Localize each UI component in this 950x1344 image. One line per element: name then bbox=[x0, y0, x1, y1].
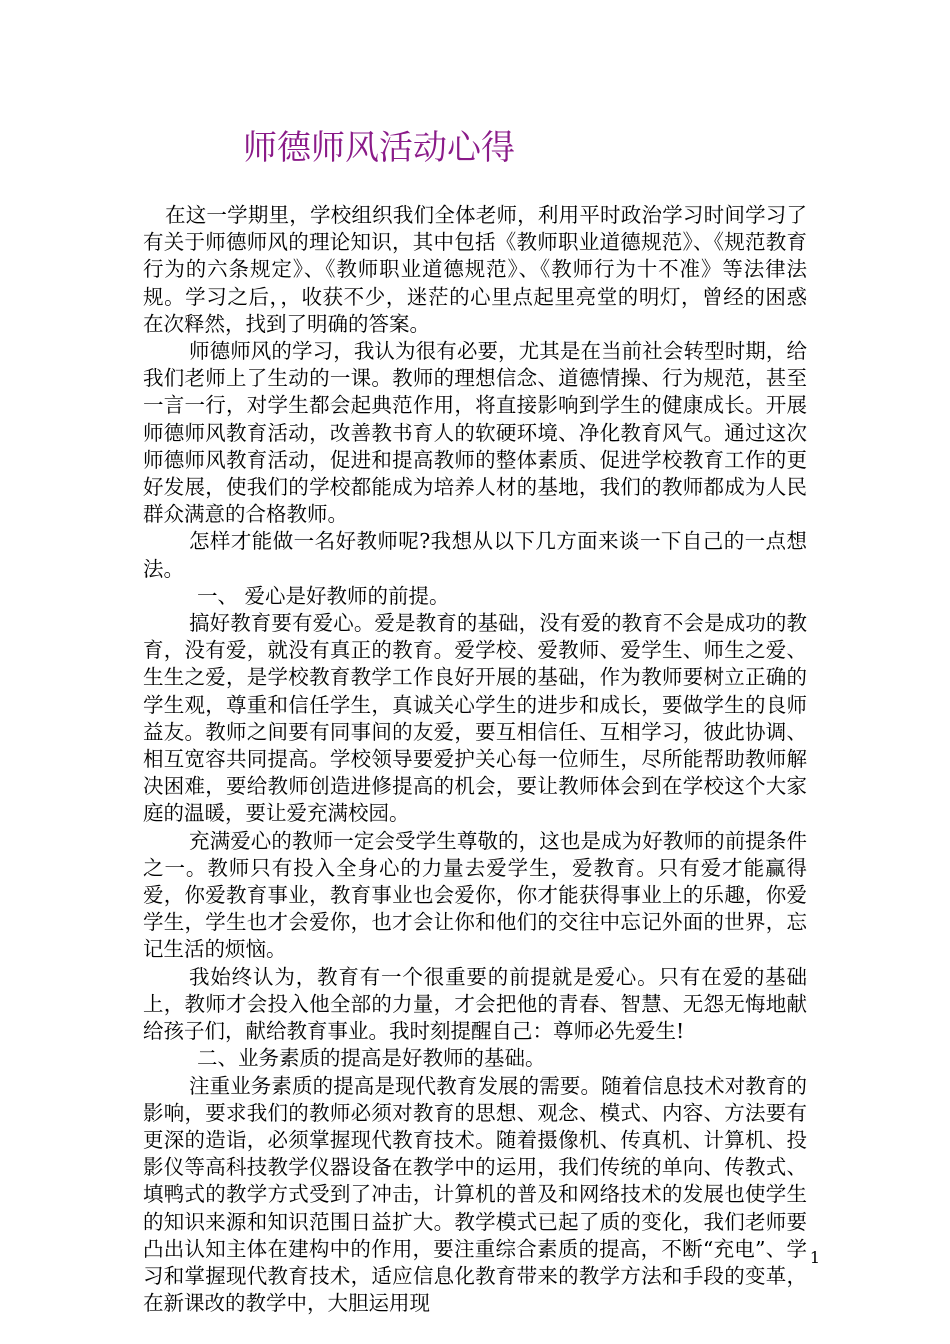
paragraph: 注重业务素质的提高是现代教育发展的需要。随着信息技术对教育的影响，要求我们的教师必须对教育的思想、观念、模式、内容、方法要有更深的造诣，必须掌握现代教育技术。随着摄像机、传真机、计算机、投影仪等高科技教学仪器设备在教学中的运用，我们传统的单向、传教式、填鸭式的教学方式受到了冲击，计算机的普及和网络技术的发展也使学生的知识来源和知识范围日益扩大。教学模式已起了质的变化，我们老师要凸出认知主体在建构中的作用，要注重综合素质的提高，不断“充电”、学习和掌握现代教育技术，适应信息化教育带来的教学方法和手段的变革，在新课改的教学中，大胆运用现 bbox=[143, 1073, 807, 1316]
paragraph: 搞好教育要有爱心。爱是教育的基础，没有爱的教育不会是成功的教育，没有爱，就没有真正的教育。爱学校、爱教师、爱学生、师生之爱、生生之爱，是学校教育教学工作良好开展的基础，作为教师要树立正确的学生观，尊重和信任学生，真诚关心学生的进步和成长，要做学生的良师益友。教师之间要有同事间的友爱，要互相信任、互相学习，彼此协调、相互宽容共同提高。学校领导要爱护关心每一位师生，尽所能帮助教师解决困难，要给教师创造进修提高的机会，要让教师体会到在学校这个大家庭的温暖，要让爱充满校园。 bbox=[143, 611, 807, 826]
paragraph: 充满爱心的教师一定会受学生尊敬的，这也是成为好教师的前提条件之一。教师只有投入全身心的力量去爱学生，爱教育。只有爱才能赢得爱，你爱教育事业，教育事业也会爱你，你才能获得事业上的乐趣，你爱学生，学生也才会爱你，也才会让你和他们的交往中忘记外面的世界，忘记生活的烦恼。 bbox=[143, 828, 807, 962]
paragraph: 我始终认为，教育有一个很重要的前提就是爱心。只有在爱的基础上，教师才会投入他全部的力量，才会把他的青春、智慧、无怨无悔地献给孩子们，献给教育事业。我时刻提醒自己：尊师必先爱生! bbox=[143, 964, 807, 1044]
page-number: 1 bbox=[809, 1248, 820, 1267]
document-title: 师德师风活动心得 bbox=[243, 128, 515, 168]
section-heading: 二、业务素质的提高是好教师的基础。 bbox=[197, 1046, 546, 1071]
section-heading: 一、 爱心是好教师的前提。 bbox=[197, 583, 450, 608]
paragraph: 怎样才能做一名好教师呢?我想从以下几方面来谈一下自己的一点想法。 bbox=[143, 529, 807, 581]
document-body bbox=[143, 202, 807, 1317]
paragraph: 在这一学期里，学校组织我们全体老师，利用平时政治学习时间学习了有关于师德师风的理论知识，其中包括《教师职业道德规范》、《规范教育行为的六条规定》、《教师职业道德规范》、《教师行为十不准》等法律法规。学习之后，，收获不少，迷茫的心里点起里亮堂的明灯，曾经的困惑在次释然，找到了明确的答案。 bbox=[143, 203, 807, 336]
paragraph: 师德师风的学习，我认为很有必要，尤其是在当前社会转型时期，给我们老师上了生动的一课。教师的理想信念、道德情操、行为规范，甚至一言一行，对学生都会起典范作用，将直接影响到学生的健康成长。开展师德师风教育活动，改善教书育人的软硬环境、净化教育风气。通过这次师德师风教育活动，促进和提高教师的整体素质、促进学校教育工作的更好发展，使我们的学校都能成为培养人材的基地，我们的教师都成为人民群众满意的合格教师。 bbox=[143, 339, 807, 527]
